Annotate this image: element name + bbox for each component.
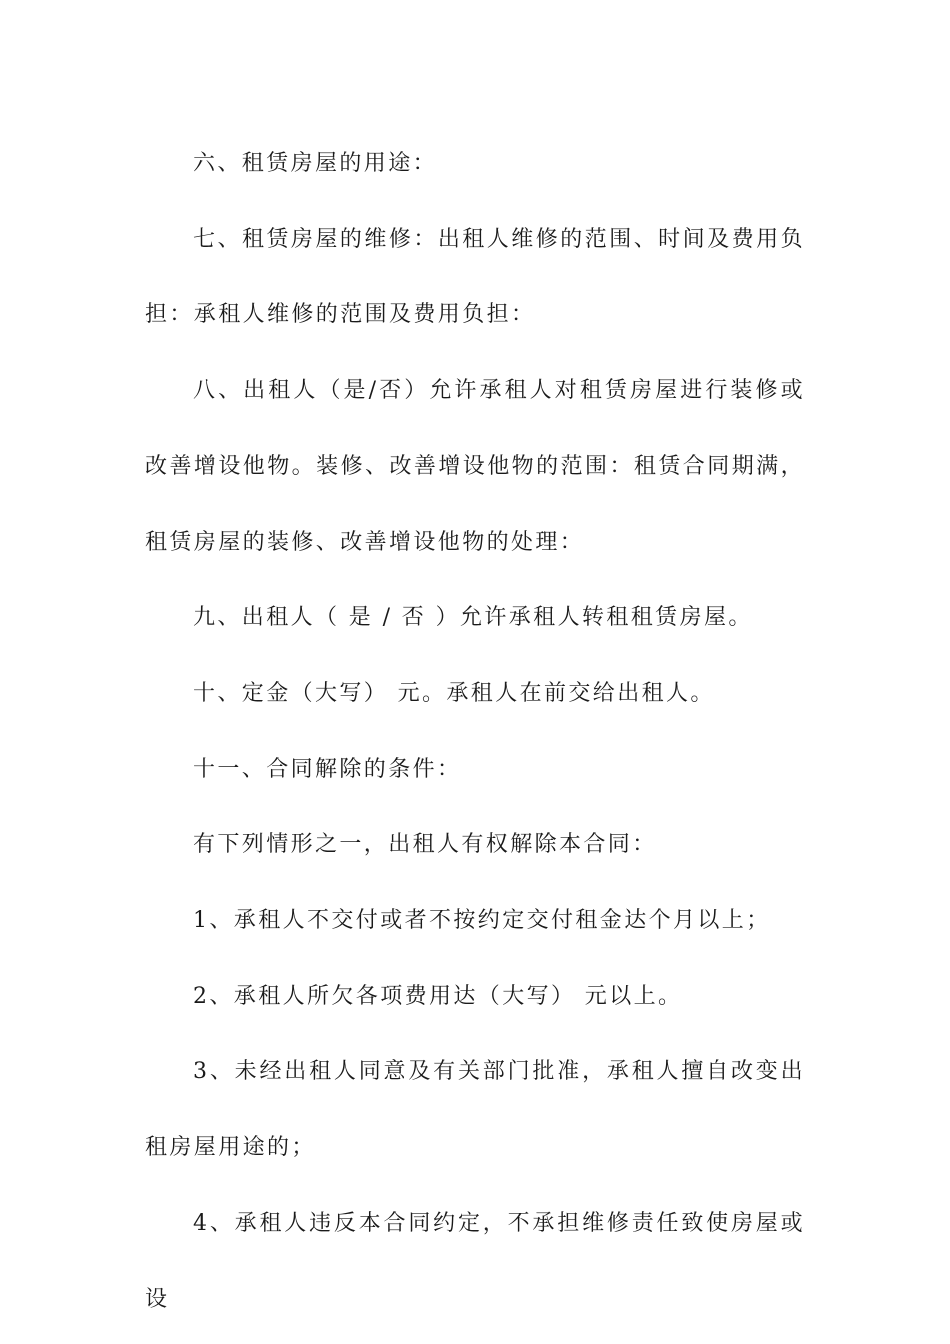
list-item-2: 2、承租人所欠各项费用达（大写） 元以上。 bbox=[193, 983, 683, 1009]
list-item-4: 4、承租人违反本合同约定，不承担维修责任致使房屋或设 bbox=[145, 1210, 805, 1312]
paragraph-11-termination: 十一、合同解除的条件： bbox=[193, 756, 462, 782]
paragraph-termination-intro: 有下列情形之一，出租人有权解除本合同： bbox=[193, 832, 657, 858]
paragraph-9-sublease: 九、出租人（ 是 / 否 ）允许承租人转租租赁房屋。 bbox=[193, 605, 753, 631]
list-item-1: 1、承租人不交付或者不按约定交付租金达个月以上； bbox=[193, 908, 771, 934]
list-item-3: 3、未经出租人同意及有关部门批准，承租人擅自改变出租房屋用途的； bbox=[145, 1059, 805, 1161]
paragraph-8-renovation: 八、出租人（是/否）允许承租人对租赁房屋进行装修或改善增设他物。装修、改善增设他物的范围：租赁合同期满，租赁房屋的装修、改善增设他物的处理： bbox=[145, 378, 805, 555]
document-body bbox=[145, 126, 805, 1337]
paragraph-7-maintenance: 七、租赁房屋的维修：出租人维修的范围、时间及费用负担：承租人维修的范围及费用负担： bbox=[145, 226, 805, 328]
paragraph-6-usage: 六、租赁房屋的用途： bbox=[193, 151, 438, 176]
paragraph-10-deposit: 十、定金（大写） 元。承租人在前交给出租人。 bbox=[193, 680, 715, 706]
